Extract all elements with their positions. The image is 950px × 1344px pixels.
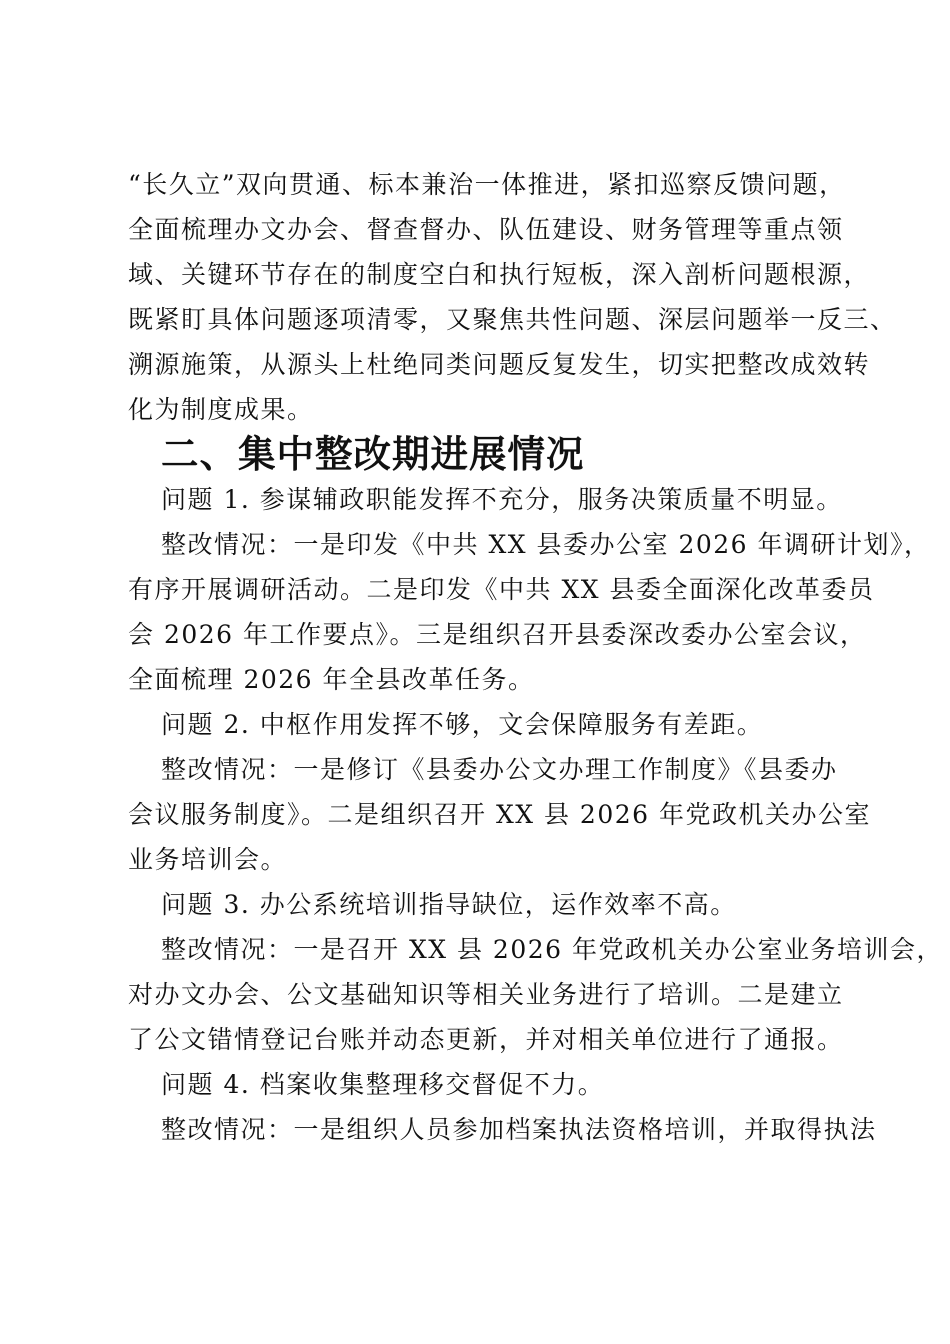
text-line: 问题 3. 办公系统培训指导缺位，运作效率不高。 xyxy=(161,890,737,919)
text-line: “长久立”双向贯通、标本兼治一体推进，紧扣巡察反馈问题， xyxy=(128,170,846,199)
text-line: 会 2026 年工作要点》。三是组织召开县委深改委办公室会议， xyxy=(128,620,867,649)
text-line: 整改情况：一是组织人员参加档案执法资格培训，并取得执法 xyxy=(161,1115,877,1144)
text-line: 溯源施策，从源头上杜绝同类问题反复发生，切实把整改成效转 xyxy=(128,350,871,379)
section-heading: 二、集中整改期进展情况 xyxy=(161,432,585,476)
text-line: 整改情况：一是印发《中共 XX 县委办公室 2026 年调研计划》， xyxy=(161,530,931,559)
rectification-2 xyxy=(128,747,872,882)
problem-2 xyxy=(128,702,828,747)
text-line: 业务培训会。 xyxy=(128,845,288,874)
text-line: 化为制度成果。 xyxy=(128,395,314,424)
text-line: 对办文办会、公文基础知识等相关业务进行了培训。二是建立 xyxy=(128,980,844,1009)
problem-4 xyxy=(128,1062,828,1107)
text-line: 问题 2. 中枢作用发挥不够，文会保障服务有差距。 xyxy=(161,710,764,739)
text-line: 既紧盯具体问题逐项清零，又聚焦共性问题、深层问题举一反三、 xyxy=(128,305,897,334)
rectification-1 xyxy=(128,522,931,702)
problem-1 xyxy=(128,477,843,522)
text-line: 整改情况：一是召开 XX 县 2026 年党政机关办公室业务培训会， xyxy=(161,935,944,964)
text-line: 会议服务制度》。二是组织召开 XX 县 2026 年党政机关办公室 xyxy=(128,800,872,829)
document-body xyxy=(128,162,944,1152)
problem-3 xyxy=(128,882,828,927)
text-line: 问题 4. 档案收集整理移交督促不力。 xyxy=(161,1070,605,1099)
text-line: 全面梳理办文办会、督查督办、队伍建设、财务管理等重点领 xyxy=(128,215,844,244)
text-line: 全面梳理 2026 年全县改革任务。 xyxy=(128,665,535,694)
rectification-3 xyxy=(128,927,944,1062)
text-line: 问题 1. 参谋辅政职能发挥不充分，服务决策质量不明显。 xyxy=(161,485,843,514)
text-line: 域、关键环节存在的制度空白和执行短板，深入剖析问题根源， xyxy=(128,260,871,289)
text-line: 了公文错情登记台账并动态更新，并对相关单位进行了通报。 xyxy=(128,1025,844,1054)
text-line: 有序开展调研活动。二是印发《中共 XX 县委全面深化改革委员 xyxy=(128,575,875,604)
rectification-4 xyxy=(128,1107,877,1152)
text-line: 整改情况：一是修订《县委办公文办理工作制度》《县委办 xyxy=(161,755,838,784)
intro-paragraph xyxy=(128,162,897,432)
